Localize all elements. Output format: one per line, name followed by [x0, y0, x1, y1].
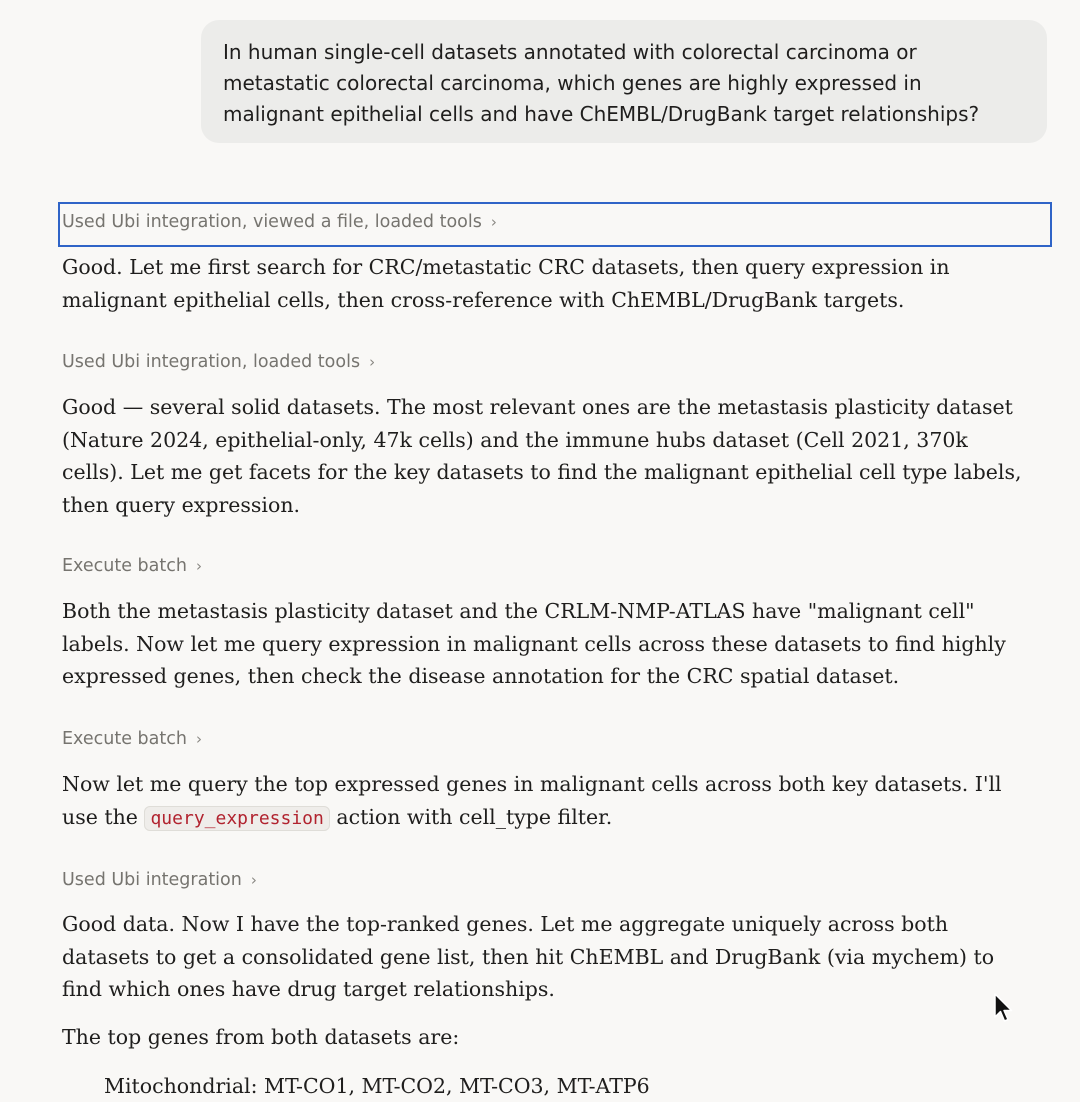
user-message-line: In human single-cell datasets annotated with colorectal carcinoma or [223, 40, 917, 64]
tool-call-toggle-5[interactable] [62, 870, 257, 890]
paragraph-text: action with cell_type filter. [329, 804, 613, 829]
chevron-right-icon: › [195, 730, 202, 748]
tool-call-toggle-2[interactable] [62, 352, 375, 372]
tool-call-toggle-3[interactable] [62, 556, 202, 576]
gene-list-item: Mitochondrial: MT-CO1, MT-CO2, MT-CO3, MT-ATP6 [104, 1074, 650, 1098]
user-message-text [223, 37, 1025, 130]
assistant-paragraph-4 [62, 768, 1022, 835]
tool-call-toggle-1[interactable] [62, 212, 497, 232]
tool-call-label: Used Ubi integration, loaded tools [62, 352, 361, 372]
tool-call-label: Used Ubi integration, viewed a file, loaded tools [62, 212, 482, 232]
assistant-paragraph-6: The top genes from both datasets are: [62, 1025, 460, 1049]
chevron-right-icon: › [250, 871, 257, 889]
user-message-line: metastatic colorectal carcinoma, which genes are highly expressed in [223, 71, 922, 95]
inline-code: query_expression [144, 806, 329, 831]
chevron-right-icon: › [490, 213, 497, 231]
chevron-right-icon: › [195, 557, 202, 575]
tool-call-toggle-4[interactable] [62, 729, 202, 749]
user-message-bubble [201, 20, 1047, 143]
tool-call-label: Used Ubi integration [62, 870, 242, 890]
assistant-paragraph-5: Good data. Now I have the top-ranked genes. Let me aggregate uniquely across both datasets to get a consolidated gene list, then hit ChEMBL and DrugBank (via mychem) to find which ones have drug target relationships. [62, 912, 995, 1001]
tool-call-label: Execute batch [62, 556, 187, 576]
assistant-paragraph-2: Good — several solid datasets. The most relevant ones are the metastasis plasticity dataset (Nature 2024, epithelial-only, 47k cells) and the immune hubs dataset (Cell 2021, 370k cells). Let me get facets for the key datasets to find the malignant epithelial cell type labels, then query expression. [62, 395, 1022, 517]
assistant-paragraph-1: Good. Let me first search for CRC/metastatic CRC datasets, then query expression in malignant epithelial cells, then cross-reference with ChEMBL/DrugBank targets. [62, 255, 950, 312]
assistant-paragraph-3: Both the metastasis plasticity dataset and the CRLM-NMP-ATLAS have "malignant cell" labels. Now let me query expression in malignant cells across these datasets to find highly expressed genes, then check the disease annotation for the CRC spatial dataset. [62, 599, 1006, 688]
user-message-line: malignant epithelial cells and have ChEMBL/DrugBank target relationships? [223, 102, 980, 126]
mouse-cursor-icon [994, 993, 1014, 1023]
paragraph-text: Now let me query the top expressed genes in malignant cells across both key datasets. I'll use the [62, 772, 1002, 829]
tool-call-label: Execute batch [62, 729, 187, 749]
chevron-right-icon: › [369, 353, 376, 371]
